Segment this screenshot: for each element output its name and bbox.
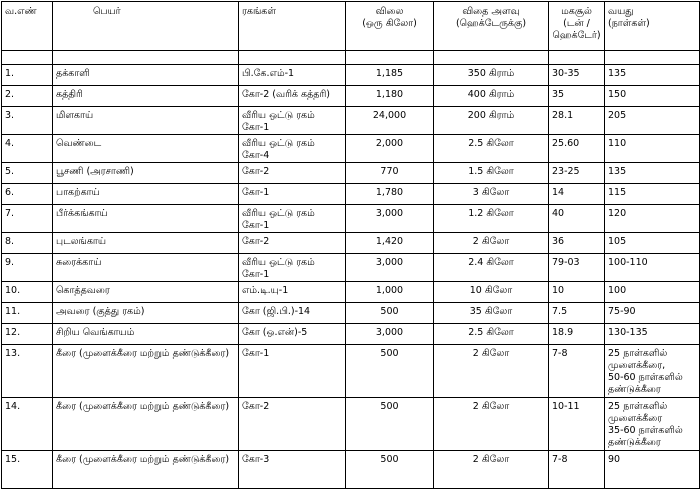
cell-age: 120 xyxy=(605,205,700,233)
cell-sno: 9. xyxy=(2,254,53,282)
header-row xyxy=(2,2,700,51)
cell-age: 150 xyxy=(605,86,700,107)
table-row xyxy=(2,324,700,345)
cell-yield: 7-8 xyxy=(549,345,605,398)
cell-variety: கோ (ஜி.பி.)-14 xyxy=(239,303,346,324)
cell-seed: 2.5 கிலோ xyxy=(434,135,549,163)
table-row xyxy=(2,163,700,184)
cell-seed: 35 கிலோ xyxy=(434,303,549,324)
cell-seed: 1.2 கிலோ xyxy=(434,205,549,233)
table-row xyxy=(2,233,700,254)
cell-price: 500 xyxy=(346,345,434,398)
cell-age-line: முளைக்கீரை xyxy=(608,413,663,424)
cell-sno: 13. xyxy=(2,345,53,398)
cell-sno: 12. xyxy=(2,324,53,345)
cell-seed: 2 கிலோ xyxy=(434,398,549,451)
cell-sno: 7. xyxy=(2,205,53,233)
cell-sno: 14. xyxy=(2,398,53,451)
header-age: வயது (நாள்கள்) xyxy=(605,2,700,51)
cell-age-line: 35-60 நாள்களில் xyxy=(608,425,683,436)
cell-name: தக்காளி xyxy=(53,65,239,86)
cell-seed: 10 கிலோ xyxy=(434,282,549,303)
cell-variety: கோ-2 xyxy=(239,398,346,451)
cell-variety: கோ-1 xyxy=(239,184,346,205)
cell-yield: 25.60 xyxy=(549,135,605,163)
cell-sno: 10. xyxy=(2,282,53,303)
cell-age: 135 xyxy=(605,163,700,184)
cell-price: 1,180 xyxy=(346,86,434,107)
table-row xyxy=(2,398,700,451)
cell-age: 100-110 xyxy=(605,254,700,282)
cell-variety: கோ-2 xyxy=(239,233,346,254)
cell-name: கொத்தவரை xyxy=(53,282,239,303)
cell-seed: 2 கிலோ xyxy=(434,451,549,489)
cell-age: 205 xyxy=(605,107,700,135)
cell-sno: 15. xyxy=(2,451,53,489)
header-seed: விதை அளவு (ஹெக்டேருக்கு) xyxy=(434,2,549,51)
cell-price: 770 xyxy=(346,163,434,184)
cell-sno: 11. xyxy=(2,303,53,324)
cell-price: 2,000 xyxy=(346,135,434,163)
cell-variety: கோ-1 xyxy=(239,345,346,398)
cell-name: பீர்க்கங்காய் xyxy=(53,205,239,233)
table-row xyxy=(2,205,700,233)
cell-price: 1,185 xyxy=(346,65,434,86)
header-price: விலை (ஒரு கிலோ) xyxy=(346,2,434,51)
cell-price: 1,780 xyxy=(346,184,434,205)
cell-age: 100 xyxy=(605,282,700,303)
cell-yield: 36 xyxy=(549,233,605,254)
cell-yield: 7-8 xyxy=(549,451,605,489)
cell-yield: 10 xyxy=(549,282,605,303)
cell-sno: 5. xyxy=(2,163,53,184)
cell-age-line: தண்டுக்கீரை xyxy=(608,384,661,395)
cell-variety: வீரிய ஒட்டு ரகம் கோ-1 xyxy=(239,254,346,282)
cell-variety: வீரிய ஒட்டு ரகம் கோ-4 xyxy=(239,135,346,163)
cell-yield: 18.9 xyxy=(549,324,605,345)
cell-yield: 23-25 xyxy=(549,163,605,184)
cell-yield: 40 xyxy=(549,205,605,233)
cell-name: பூசணி (அரசாணி) xyxy=(53,163,239,184)
cell-age-line: தண்டுக்கீரை xyxy=(608,437,661,448)
cell-price: 3,000 xyxy=(346,254,434,282)
cell-age: 110 xyxy=(605,135,700,163)
cell-name: கத்திரி xyxy=(53,86,239,107)
cell-variety: கோ-2 xyxy=(239,163,346,184)
cell-price: 500 xyxy=(346,303,434,324)
cell-age: 130-135 xyxy=(605,324,700,345)
cell-variety: வீரிய ஒட்டு ரகம் கோ-1 xyxy=(239,107,346,135)
cell-variety: கோ-3 xyxy=(239,451,346,489)
cell-name: புடலங்காய் xyxy=(53,233,239,254)
cell-age xyxy=(605,345,700,398)
cell-yield: 10-11 xyxy=(549,398,605,451)
cell-price: 3,000 xyxy=(346,324,434,345)
cell-name: கீரை (முளைக்கீரை மற்றும் தண்டுக்கீரை) xyxy=(53,451,239,489)
cell-sno: 1. xyxy=(2,65,53,86)
seed-table xyxy=(1,1,700,489)
header-gap-row xyxy=(2,51,700,65)
header-name: பெயர் xyxy=(53,2,239,51)
cell-seed: 2 கிலோ xyxy=(434,233,549,254)
cell-seed: 3 கிலோ xyxy=(434,184,549,205)
cell-age-line: முளைக்கீரை, xyxy=(608,360,666,371)
cell-seed: 350 கிராம் xyxy=(434,65,549,86)
cell-variety: எம்.டி.யு-1 xyxy=(239,282,346,303)
table-row xyxy=(2,135,700,163)
cell-seed: 1.5 கிலோ xyxy=(434,163,549,184)
cell-seed: 2 கிலோ xyxy=(434,345,549,398)
cell-yield: 14 xyxy=(549,184,605,205)
table-row xyxy=(2,86,700,107)
header-yield: மகசூல் (டன் / ஹெக்டேர்) xyxy=(549,2,605,51)
table-row xyxy=(2,254,700,282)
table-row xyxy=(2,184,700,205)
cell-variety: கோ-2 (வரிக் கத்தரி) xyxy=(239,86,346,107)
table-row xyxy=(2,345,700,398)
cell-sno: 3. xyxy=(2,107,53,135)
cell-seed: 2.5 கிலோ xyxy=(434,324,549,345)
cell-yield: 7.5 xyxy=(549,303,605,324)
table-row xyxy=(2,65,700,86)
cell-price: 500 xyxy=(346,451,434,489)
header-sno: வ.எண் xyxy=(2,2,53,51)
table-row xyxy=(2,282,700,303)
cell-variety: கோ (ஒ.என்)-5 xyxy=(239,324,346,345)
cell-age: 105 xyxy=(605,233,700,254)
cell-name: அவரை (குத்து ரகம்) xyxy=(53,303,239,324)
cell-variety: பி.கே.எம்-1 xyxy=(239,65,346,86)
cell-yield: 79-03 xyxy=(549,254,605,282)
cell-sno: 8. xyxy=(2,233,53,254)
cell-sno: 4. xyxy=(2,135,53,163)
cell-age: 75-90 xyxy=(605,303,700,324)
cell-age-line: 25 நாள்களில் xyxy=(608,348,668,359)
header-variety: ரகங்கள் xyxy=(239,2,346,51)
cell-price: 24,000 xyxy=(346,107,434,135)
cell-name: கீரை (முளைக்கீரை மற்றும் தண்டுக்கீரை) xyxy=(53,398,239,451)
cell-sno: 6. xyxy=(2,184,53,205)
cell-name: மிளகாய் xyxy=(53,107,239,135)
table-row xyxy=(2,107,700,135)
cell-yield: 30-35 xyxy=(549,65,605,86)
cell-name: பாகற்காய் xyxy=(53,184,239,205)
cell-price: 3,000 xyxy=(346,205,434,233)
cell-price: 1,420 xyxy=(346,233,434,254)
cell-name: சுரைக்காய் xyxy=(53,254,239,282)
cell-sno: 2. xyxy=(2,86,53,107)
cell-seed: 2.4 கிலோ xyxy=(434,254,549,282)
cell-yield: 35 xyxy=(549,86,605,107)
cell-price: 1,000 xyxy=(346,282,434,303)
cell-age-line: 50-60 நாள்களில் xyxy=(608,372,683,383)
cell-age: 115 xyxy=(605,184,700,205)
cell-variety: வீரிய ஒட்டு ரகம் கோ-1 xyxy=(239,205,346,233)
table-row xyxy=(2,451,700,489)
cell-yield: 28.1 xyxy=(549,107,605,135)
cell-age-line: 25 நாள்களில் xyxy=(608,401,668,412)
cell-name: சிறிய வெங்காயம் xyxy=(53,324,239,345)
cell-age xyxy=(605,398,700,451)
cell-seed: 200 கிராம் xyxy=(434,107,549,135)
cell-price: 500 xyxy=(346,398,434,451)
cell-name: கீரை (முளைக்கீரை மற்றும் தண்டுக்கீரை) xyxy=(53,345,239,398)
cell-age: 135 xyxy=(605,65,700,86)
cell-name: வெண்டை xyxy=(53,135,239,163)
cell-seed: 400 கிராம் xyxy=(434,86,549,107)
cell-age: 90 xyxy=(605,451,700,489)
table-row xyxy=(2,303,700,324)
